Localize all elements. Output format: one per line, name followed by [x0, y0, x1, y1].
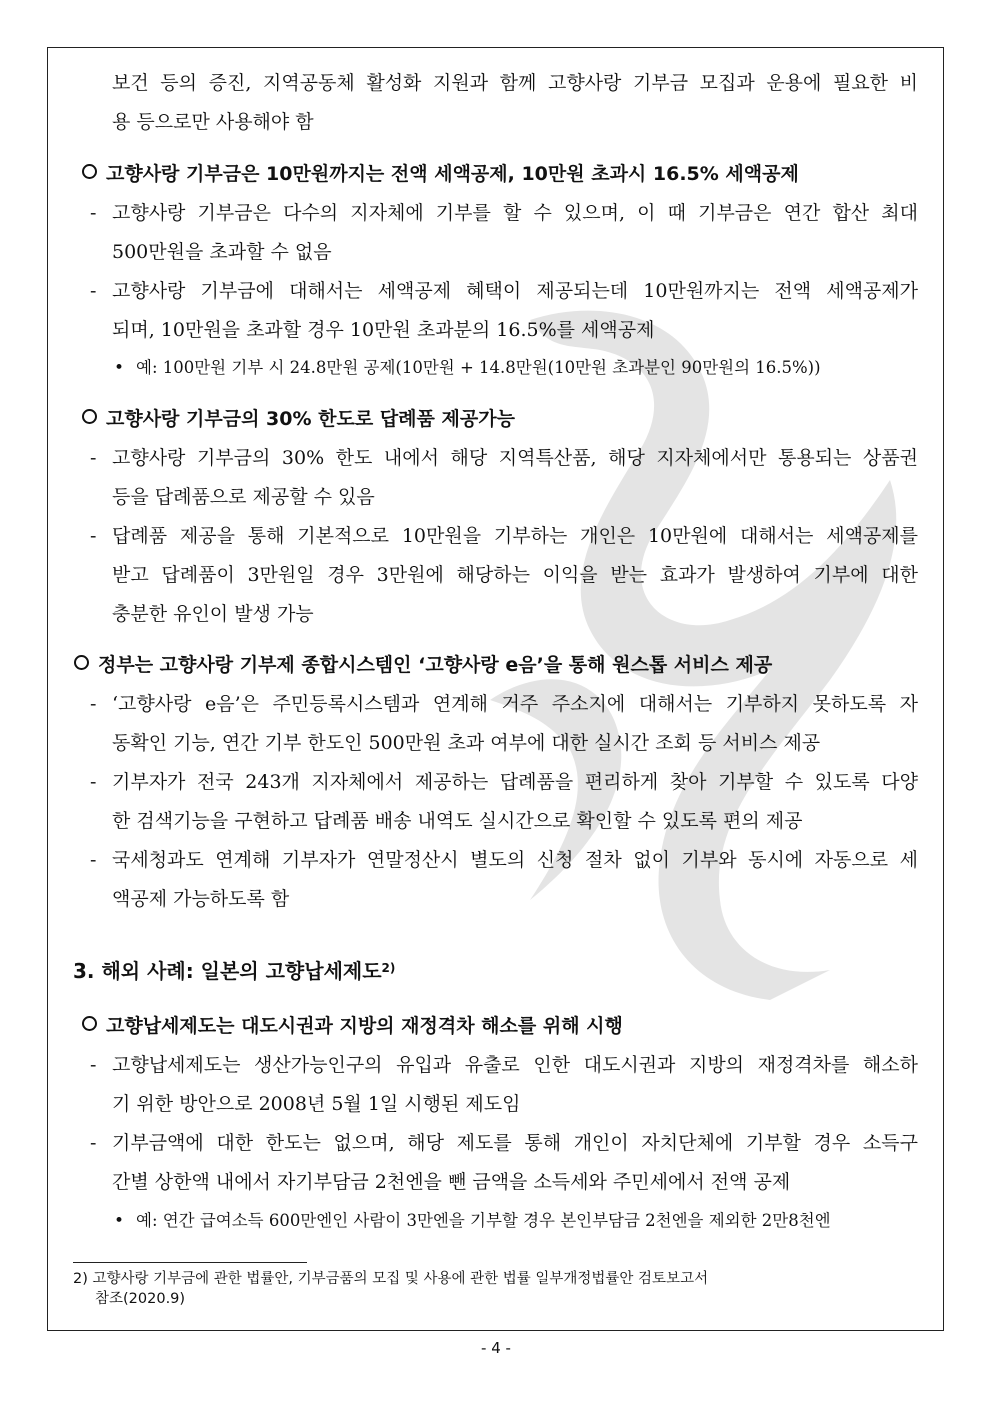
b3-item3-line1: 국세청과도 연계해 기부자가 연말정산시 별도의 신청 절차 없이 기부와 동시에 자동으로 세 [112, 849, 918, 871]
intro-line-1: 보건 등의 증진, 지역공동체 활성화 지원과 함께 고향사랑 기부금 모집과 운용에 필요한 비 [112, 72, 918, 94]
b2-item2-line2: 받고 답례품이 3만원일 경우 3만원에 해당하는 이익을 받는 효과가 발생하여 기부에 대한 [112, 564, 918, 586]
b4-item2-line1: 기부금액에 대한 한도는 없으며, 해당 제도를 통해 개인이 자치단체에 기부할 경우 소득구 [112, 1132, 918, 1154]
bullet-marker: • [114, 1211, 125, 1231]
circle-bullet-icon [82, 409, 97, 424]
b1-item1-line2: 500만원을 초과할 수 없음 [112, 241, 332, 263]
b1-item2-line2: 되며, 10만원을 초과할 경우 10만원 초과분의 16.5%를 세액공제 [112, 319, 655, 341]
dash-marker: - [90, 1054, 97, 1076]
b2-item2-line3: 충분한 유인이 발생 가능 [112, 603, 314, 625]
heading-tax-credit-text: 고향사랑 기부금은 10만원까지는 전액 세액공제, 10만원 초과시 16.5% 세액공제 [106, 163, 799, 185]
heading-japan-furusato-text: 고향납세제도는 대도시권과 지방의 재정격차 해소를 위해 시행 [106, 1015, 623, 1037]
b1-example: 예: 100만원 기부 시 24.8만원 공제(10만원 + 14.8만원(10만원 초과분인 90만원의 16.5%)) [136, 358, 821, 377]
section-title-overseas-case [73, 955, 395, 984]
dash-marker: - [90, 771, 97, 793]
footnote-line-1: 2) 고향사랑 기부금에 관한 법률안, 기부금품의 모집 및 사용에 관한 법률 일부개정법률안 검토보고서 [73, 1271, 709, 1287]
circle-bullet-icon [82, 164, 97, 179]
dash-marker: - [90, 202, 97, 224]
dash-marker: - [90, 1132, 97, 1154]
dash-marker: - [90, 693, 97, 715]
b4-item1-line2: 기 위한 방안으로 2008년 5월 1일 시행된 제도임 [112, 1093, 521, 1115]
intro-line-2: 용 등으로만 사용해야 함 [112, 111, 314, 133]
heading-one-stop-service [74, 652, 772, 678]
b3-item1-line1: ‘고향사랑 e음’은 주민등록시스템과 연계해 거주 주소지에 대해서는 기부하지 못하도록 자 [112, 693, 918, 715]
footnote-line-2: 참조(2020.9) [95, 1291, 186, 1307]
circle-bullet-icon [74, 655, 89, 670]
heading-return-gift-text: 고향사랑 기부금의 30% 한도로 답례품 제공가능 [106, 408, 515, 430]
heading-return-gift [82, 406, 515, 432]
heading-tax-credit [82, 161, 799, 187]
b2-item1-line2: 등을 답례품으로 제공할 수 있음 [112, 486, 375, 508]
heading-japan-furusato [82, 1013, 623, 1039]
heading-one-stop-service-text: 정부는 고향사랑 기부제 종합시스템인 ‘고향사랑 e음’을 통해 원스톱 서비스 제공 [98, 654, 773, 676]
footnote-divider [73, 1262, 307, 1263]
b4-item1-line1: 고향납세제도는 생산가능인구의 유입과 유출로 인한 대도시권과 지방의 재정격차를 해소하 [112, 1054, 918, 1076]
b4-item2-line2: 간별 상한액 내에서 자기부담금 2천엔을 뺀 금액을 소득세와 주민세에서 전액 공제 [112, 1171, 791, 1193]
dash-marker: - [90, 280, 97, 302]
b3-item3-line2: 액공제 가능하도록 함 [112, 888, 290, 910]
b2-item1-line1: 고향사랑 기부금의 30% 한도 내에서 해당 지역특산품, 해당 지자체에서만 통용되는 상품권 [112, 447, 918, 469]
section-title-text: 3. 해외 사례: 일본의 고향납세제도 [73, 959, 382, 983]
b3-item2-line2: 한 검색기능을 구현하고 답례품 배송 내역도 실시간으로 확인할 수 있도록 편의 제공 [112, 810, 803, 832]
footnote-reference[interactable]: 2) [381, 961, 396, 975]
dash-marker: - [90, 849, 97, 871]
dash-marker: - [90, 447, 97, 469]
page-number: - 4 - [481, 1339, 511, 1357]
bullet-marker: • [114, 358, 125, 378]
b3-item2-line1: 기부자가 전국 243개 지자체에서 제공하는 답례품을 편리하게 찾아 기부할 수 있도록 다양 [112, 771, 918, 793]
b1-item1-line1: 고향사랑 기부금은 다수의 지자체에 기부를 할 수 있으며, 이 때 기부금은 연간 합산 최대 [112, 202, 918, 224]
b2-item2-line1: 답례품 제공을 통해 기본적으로 10만원을 기부하는 개인은 10만원에 대해서는 세액공제를 [112, 525, 918, 547]
circle-bullet-icon [82, 1016, 97, 1031]
b4-example: 예: 연간 급여소득 600만엔인 사람이 3만엔을 기부할 경우 본인부담금 2천엔을 제외한 2만8천엔 [136, 1211, 831, 1230]
brush-watermark-icon [470, 280, 930, 1000]
b3-item1-line2: 동확인 기능, 연간 기부 한도인 500만원 초과 여부에 대한 실시간 조회 등 서비스 제공 [112, 732, 821, 754]
b1-item2-line1: 고향사랑 기부금에 대해서는 세액공제 혜택이 제공되는데 10만원까지는 전액 세액공제가 [112, 280, 918, 302]
dash-marker: - [90, 525, 97, 547]
